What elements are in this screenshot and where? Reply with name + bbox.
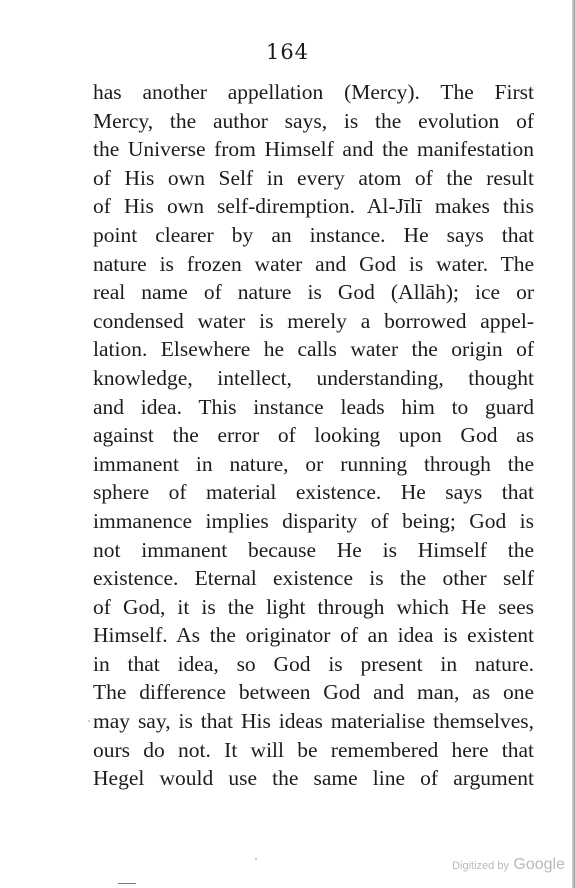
text-line: immanent in nature, or running through the [93, 451, 534, 476]
digitized-watermark [452, 856, 565, 874]
scan-mark [118, 883, 136, 884]
text-line: immanence implies disparity of being; God is [93, 508, 534, 533]
scan-speck [255, 858, 257, 860]
text-line: the Universe from Himself and the manifestation [93, 137, 534, 162]
text-line: existence. Eternal existence is the other self [93, 566, 534, 591]
text-line: ours do not. It will be remembered here that [93, 737, 534, 762]
text-line: of His own self-diremption. Al-Jīlī makes this [93, 194, 534, 219]
text-line: Mercy, the author says, is the evolution of [93, 108, 534, 133]
text-line: real name of nature is God (Allāh); ice or [93, 280, 534, 305]
text-line: has another appellation (Mercy). The First [93, 80, 534, 104]
page-number: 164 [265, 40, 310, 64]
text-line: condensed water is merely a borrowed appel- [93, 308, 534, 333]
text-line: against the error of looking upon God as [93, 423, 534, 448]
text-line: of His own Self in every atom of the result [93, 165, 534, 190]
text-line: point clearer by an instance. He says that [93, 222, 534, 247]
text-line: lation. Elsewhere he calls water the origin of [93, 337, 534, 362]
watermark-prefix: Digitized by [452, 860, 509, 872]
text-line: sphere of material existence. He says that [93, 480, 534, 505]
text-line: Hegel would use the same line of argument [93, 766, 534, 791]
text-line: The difference between God and man, as one [93, 680, 534, 705]
text-line: not immanent because He is Himself the [93, 537, 534, 562]
watermark-brand: Google [513, 856, 565, 873]
text-line: knowledge, intellect, understanding, thought [93, 365, 534, 390]
text-line: in that idea, so God is present in nature. [93, 651, 534, 676]
scan-speck [88, 720, 90, 722]
text-line: nature is frozen water and God is water. The [93, 251, 534, 276]
text-line: Himself. As the originator of an idea is existent [93, 623, 534, 648]
text-line: and idea. This instance leads him to guard [93, 394, 534, 419]
body-text [93, 78, 534, 793]
text-line: may say, is that His ideas materialise themselves, [93, 709, 534, 734]
text-line: of God, it is the light through which He sees [93, 594, 534, 619]
